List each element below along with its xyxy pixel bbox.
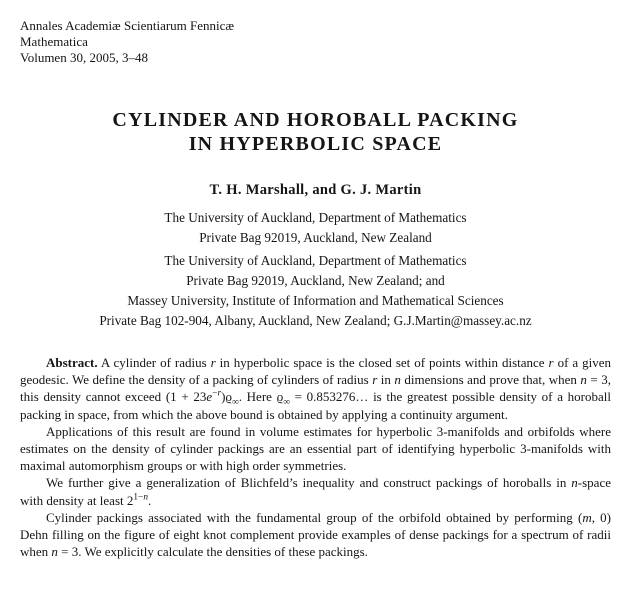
journal-series: Mathematica: [20, 34, 88, 49]
abstract-paragraph-2: Applications of this result are found in volume estimates for hyperbolic 3-manifolds and orbifolds where estimates on the density of cylinder packings are an essential part of identifying hyperbolic 3-manifolds with maximal automorphism groups or with high order symmetries.: [20, 423, 611, 474]
paper-title-line-2: IN HYPERBOLIC SPACE: [188, 133, 443, 155]
paper-title-line-1: CYLINDER AND HOROBALL PACKING: [112, 109, 519, 131]
authors: T. H. Marshall, and G. J. Martin: [209, 182, 422, 198]
affiliation-block-2: [20, 251, 611, 331]
affiliation-2-line-1: The University of Auckland, Department of Mathematics: [164, 253, 467, 268]
affiliation-1-line-1: The University of Auckland, Department of Mathematics: [164, 210, 467, 225]
affiliation-2-line-2: Private Bag 92019, Auckland, New Zealand; and: [186, 273, 445, 288]
abstract-paragraph-4: Cylinder packings associated with the fundamental group of the orbifold obtained by performing (m, 0) Dehn filling on the figure of eight knot complement provide examples of dense packings for a spectrum of radii when n = 3. We explicitly calculate the densities of these packings.: [20, 509, 611, 560]
journal-name: Annales Academiæ Scientiarum Fennicæ: [20, 18, 235, 33]
affiliation-block-1: [20, 208, 611, 248]
abstract: [20, 354, 611, 560]
abstract-paragraph-3: We further give a generalization of Blichfeld’s inequality and construct packings of horoballs in n-space with density at least $2^{1-n}$.: [20, 475, 611, 508]
journal-header: [20, 18, 611, 66]
affiliation-1-line-2: Private Bag 92019, Auckland, New Zealand: [199, 230, 432, 245]
journal-volume: Volumen 30, 2005, 3–48: [20, 50, 148, 65]
abstract-paragraph-1: Abstract. A cylinder of radius r in hyperbolic space is the closed set of points within distance r of a given geodesic. We define the density of a packing of cylinders of radius r in n dimensions and prove that, when n = 3, this density cannot exceed $(1 + 23e^{-r})ϱ_\infty$. Here $ϱ_\infty$ = 0.853276… is the greatest possible density of a horoball packing in space, from which the above bound is obtained by applying a continuity argument.: [20, 355, 611, 422]
affiliation-2-line-3: Massey University, Institute of Information and Mathematical Sciences: [127, 293, 504, 308]
affiliation-2-line-4: Private Bag 102-904, Albany, Auckland, New Zealand; G.J.Martin@massey.ac.nz: [99, 313, 532, 328]
paper-title: [20, 108, 611, 156]
